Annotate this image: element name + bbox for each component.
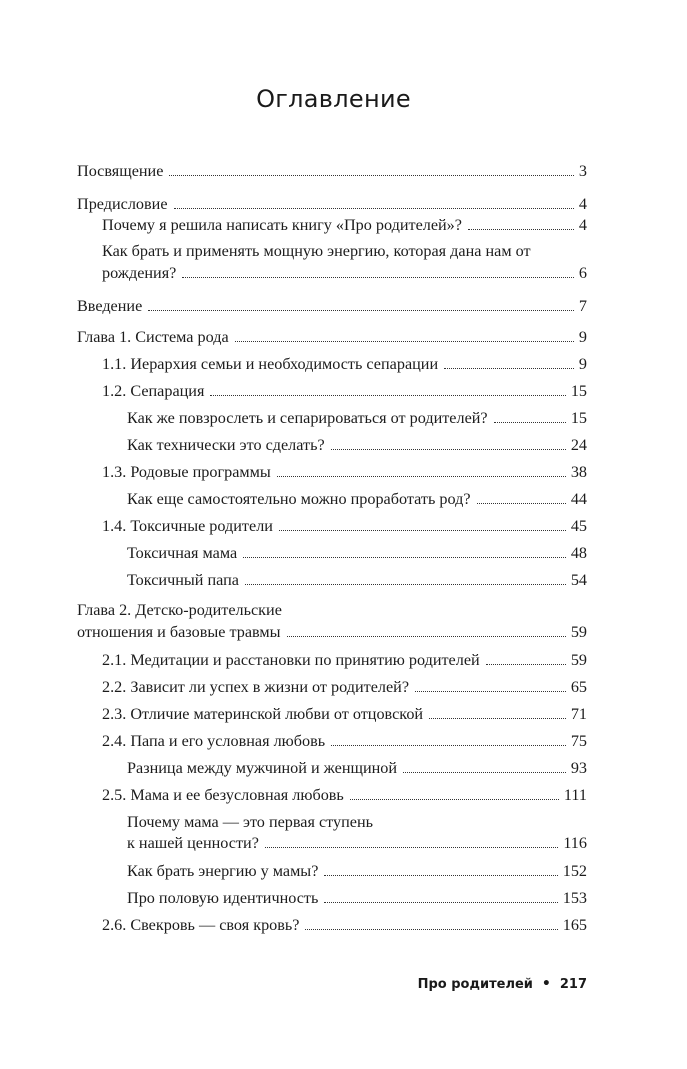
dot-leader: [429, 717, 566, 719]
toc-entry-toxic-mom[interactable]: [127, 543, 587, 565]
dot-leader: [324, 874, 557, 876]
toc-entry-page: 59: [570, 623, 587, 641]
dot-leader: [235, 340, 574, 342]
toc-entry-page: 93: [570, 759, 587, 777]
toc-entry-page: 6: [578, 264, 587, 282]
toc-entry-title: Как технически это сделать?: [127, 436, 325, 454]
toc-entry-chapter-2-line1: Глава 2. Детско-родительские: [77, 601, 282, 619]
toc-entry-title: 2.3. Отличие материнской любви от отцовской: [102, 705, 424, 723]
toc-entry-page: 111: [563, 786, 587, 804]
toc-entry-title: Посвящение: [77, 162, 164, 180]
dot-leader: [169, 174, 573, 176]
toc-entry-mom-first-step[interactable]: [127, 833, 587, 855]
toc-entry-page: 71: [570, 705, 587, 723]
toc-entry-energy[interactable]: [102, 263, 587, 285]
dot-leader: [324, 901, 557, 903]
toc-entry-1-4[interactable]: [102, 516, 587, 538]
toc-entry-page: 9: [578, 355, 587, 373]
footer-bullet-icon: •: [541, 976, 551, 992]
toc-entry-title: Почему я решила написать книгу «Про родителей»?: [102, 216, 462, 234]
toc-entry-title: Токсичная мама: [127, 544, 238, 562]
toc-entry-title: Как брать энергию у мамы?: [127, 862, 319, 880]
dot-leader: [486, 663, 566, 665]
toc-entry-energy-from-mom[interactable]: [127, 861, 587, 883]
dot-leader: [243, 556, 566, 558]
dot-leader: [494, 421, 566, 423]
toc-entry-technically[interactable]: [127, 435, 587, 457]
toc-entry-1-3[interactable]: [102, 462, 587, 484]
toc-entry-page: 24: [570, 436, 587, 454]
footer-book-title: Про родителей: [417, 977, 533, 992]
dot-leader: [350, 798, 559, 800]
toc-entry-page: 116: [563, 834, 587, 852]
toc-entry-page: 48: [570, 544, 587, 562]
toc-entry-chapter-1[interactable]: [77, 327, 587, 349]
running-footer: [418, 976, 587, 992]
toc-entry-grow-up[interactable]: [127, 408, 587, 430]
dot-leader: [279, 529, 566, 531]
dot-leader: [174, 207, 574, 209]
toc-entry-title: 2.2. Зависит ли успех в жизни от родителей?: [102, 678, 410, 696]
toc-entry-title: Как же повзрослеть и сепарироваться от родителей?: [127, 409, 488, 427]
toc-entry-page: 45: [570, 517, 587, 535]
toc-entry-page: 153: [562, 889, 587, 907]
toc-entry-title: 2.6. Свекровь — своя кровь?: [102, 916, 300, 934]
toc-entry-page: 38: [570, 463, 587, 481]
toc-entry-2-6[interactable]: [102, 915, 587, 937]
dot-leader: [468, 228, 574, 230]
dot-leader: [331, 448, 566, 450]
dot-leader: [245, 583, 566, 585]
toc-entry-page: 44: [570, 490, 587, 508]
toc-entry-2-3[interactable]: [102, 704, 587, 726]
toc-entry-page: 7: [578, 297, 587, 315]
toc-entry-2-2[interactable]: [102, 677, 587, 699]
toc-entry-page: 65: [570, 678, 587, 696]
toc-entry-title: 1.1. Иерархия семьи и необходимость сепарации: [102, 355, 439, 373]
toc-entry-title: Глава 1. Система рода: [77, 328, 229, 346]
toc-entry-title: Предисловие: [77, 195, 168, 213]
toc-entry-preface[interactable]: [77, 194, 587, 216]
toc-entry-2-1[interactable]: [102, 650, 587, 672]
toc-entry-title: 2.5. Мама и ее безусловная любовь: [102, 786, 344, 804]
toc-entry-title: Токсичный папа: [127, 571, 239, 589]
dot-leader: [305, 928, 557, 930]
toc-entry-toxic-dad[interactable]: [127, 570, 587, 592]
toc-entry-page: 75: [570, 732, 587, 750]
toc-entry-title: Как еще самостоятельно можно проработать род?: [127, 490, 471, 508]
dot-leader: [277, 475, 566, 477]
dot-leader: [477, 502, 566, 504]
toc-entry-1-1[interactable]: [102, 354, 587, 376]
toc-entry-energy-line1: Как брать и применять мощную энергию, которая дана нам от: [102, 242, 531, 260]
toc-entry-chapter-2[interactable]: [77, 622, 587, 644]
dot-leader: [265, 846, 558, 848]
dot-leader: [182, 276, 574, 278]
toc-entry-page: 4: [578, 216, 587, 234]
toc-entry-1-2[interactable]: [102, 381, 587, 403]
toc-entry-introduction[interactable]: [77, 296, 587, 318]
toc-entry-title: Про половую идентичность: [127, 889, 319, 907]
toc-entry-gender-identity[interactable]: [127, 888, 587, 910]
toc-entry-title: 1.3. Родовые программы: [102, 463, 271, 481]
toc-entry-title: отношения и базовые травмы: [77, 623, 281, 641]
toc-entry-dedication[interactable]: [77, 161, 587, 183]
footer-page-number: 217: [559, 977, 587, 992]
toc-entry-page: 59: [570, 651, 587, 669]
toc-entry-title: 2.1. Медитации и расстановки по принятию родителей: [102, 651, 480, 669]
dot-leader: [210, 394, 565, 396]
toc-entry-title: 1.2. Сепарация: [102, 382, 205, 400]
toc-entry-title: 1.4. Токсичные родители: [102, 517, 273, 535]
toc-entry-title: Разница между мужчиной и женщиной: [127, 759, 398, 777]
toc-entry-why-book[interactable]: [102, 215, 587, 237]
toc-entry-2-4[interactable]: [102, 731, 587, 753]
toc-entry-page: 54: [570, 571, 587, 589]
toc-entry-2-5[interactable]: [102, 785, 587, 807]
toc-entry-title: рождения?: [102, 264, 177, 282]
dot-leader: [331, 744, 566, 746]
toc-entry-title: 2.4. Папа и его условная любовь: [102, 732, 326, 750]
toc-entry-page: 3: [578, 162, 587, 180]
toc-entry-man-woman[interactable]: [127, 758, 587, 780]
toc-entry-page: 15: [570, 382, 587, 400]
toc-entry-page: 165: [562, 916, 587, 934]
toc-entry-page: 9: [578, 328, 587, 346]
toc-entry-title: Введение: [77, 297, 143, 315]
toc-entry-work-on-family[interactable]: [127, 489, 587, 511]
dot-leader: [403, 771, 566, 773]
toc-entry-page: 152: [562, 862, 587, 880]
dot-leader: [444, 367, 574, 369]
page-title: Оглавление: [256, 85, 411, 113]
toc-entry-title: к нашей ценности?: [127, 834, 259, 852]
dot-leader: [287, 635, 566, 637]
dot-leader: [148, 309, 574, 311]
toc-entry-page: 4: [578, 195, 587, 213]
dot-leader: [415, 690, 566, 692]
toc-entry-page: 15: [570, 409, 587, 427]
toc-entry-mom-first-step-line1: Почему мама — это первая ступень: [127, 813, 374, 831]
